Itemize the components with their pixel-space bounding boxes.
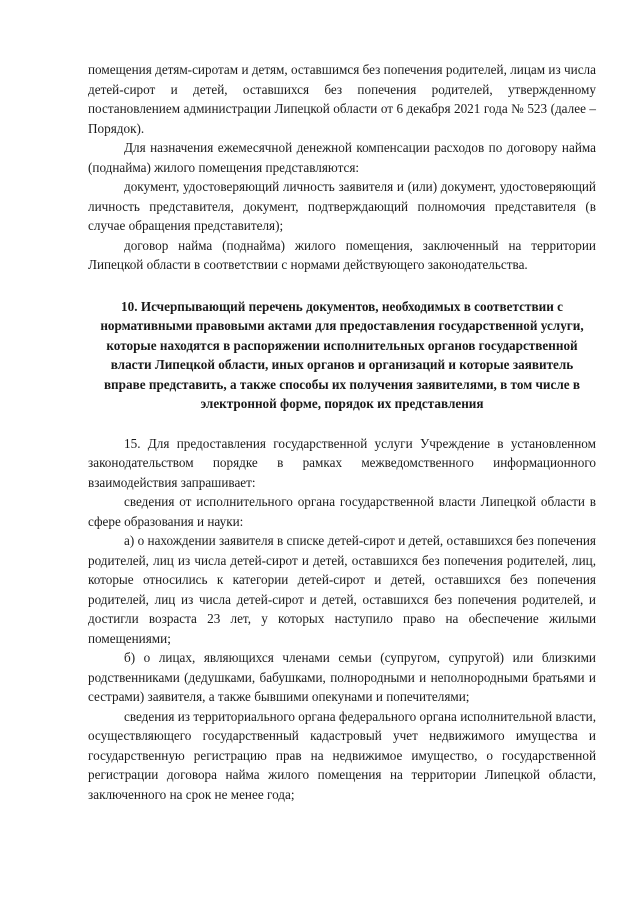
intro-paragraph-lease-contract: договор найма (поднайма) жилого помещения, заключенный на территории Липецкой области в соответствии с нормами действующего законодательства. xyxy=(88,237,596,272)
intro-paragraph-identity-document: документ, удостоверяющий личность заявителя и (или) документ, удостоверяющий личность представителя, документ, подтверждающий полномочия представителя (в случае обращения представителя); xyxy=(88,179,596,233)
section-heading: 10. Исчерпывающий перечень документов, необходимых в соответствии с нормативными правовыми актами для предоставления государственной услуги, которые находятся в распоряжении исполнительных органов государственной власти Липецкой области, иных органов и организаций и которые заявитель вправе представить, а также способы их получения заявителями, в том числе в электронной форме, порядок их представления xyxy=(100,298,584,411)
intro-paragraph-compensation: Для назначения ежемесячной денежной компенсации расходов по договору найма (поднайма) жилого помещения представляются: xyxy=(88,140,596,175)
intro-paragraph-continuation: помещения детям-сиротам и детям, оставшимся без попечения родителей, лицам из числа детей-сирот и детей, оставшихся без попечения родителей, утвержденному постановлением администрации Липецкой области от 6 декабря 2021 года № 523 (далее – Порядок). xyxy=(88,62,596,136)
body-paragraph-item-15: 15. Для предоставления государственной услуги Учреждение в установленном законодательством порядке в рамках межведомственного информационного взаимодействия запрашивает: xyxy=(88,435,596,490)
body-paragraph-cadastral-info: сведения из территориального органа федерального органа исполнительной власти, осуществляющего государственный кадастровый учет недвижимого имущества и государственную регистрацию прав на недвижимое имущество, о государственной регистрации договора найма жилого помещения на территории Липецкой области, заключенного на срок не менее года; xyxy=(88,708,596,802)
body-paragraph-education-info: сведения от исполнительного органа государственной власти Липецкой области в сфере образования и науки: xyxy=(88,494,596,529)
body-paragraph-subitem-b: б) о лицах, являющихся членами семьи (супругом, супругой) или близкими родственниками (дедушками, бабушками, полнородными и неполнородными братьями и сестрами) заявителя, а также бывшими опекунами и попечителями; xyxy=(88,650,596,704)
document-content xyxy=(88,60,596,804)
body-paragraph-subitem-a: а) о нахождении заявителя в списке детей-сирот и детей, оставшихся без попечения родителей, лиц из числа детей-сирот и детей, оставшихся без попечения родителей, лиц, которые относились к категории детей-сирот и детей, оставшихся без попечения родителей, лиц из числа детей-сирот и детей, оставшихся без попечения родителей, и достигли возраста 23 лет, у которых наступило право на обеспечение жилыми помещениями; xyxy=(88,533,596,646)
